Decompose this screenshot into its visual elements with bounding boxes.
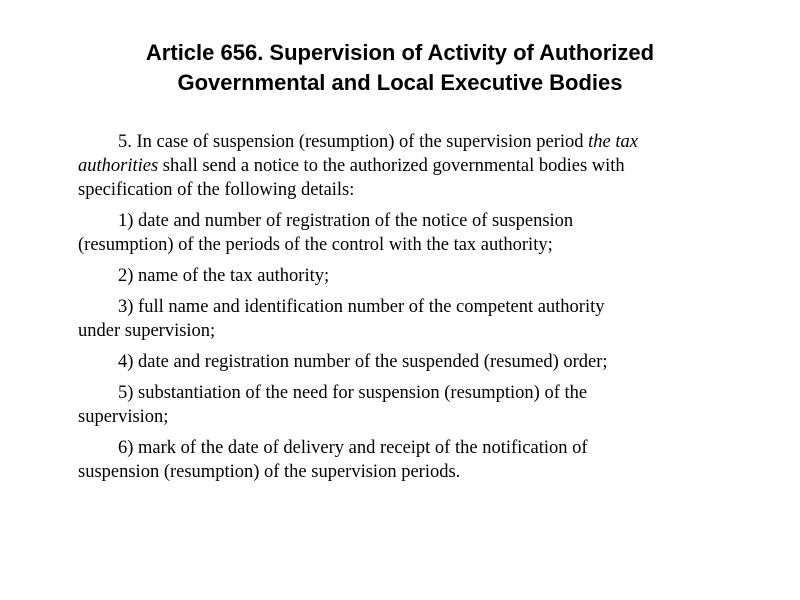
item-5 <box>78 381 750 429</box>
item-4 <box>78 350 750 374</box>
paragraph-line: 4) date and registration number of the suspended (resumed) order; <box>118 352 608 372</box>
title-line-1: Article 656. Supervision of Activity of Authorized <box>145 40 655 65</box>
paragraph-line: 2) name of the tax authority; <box>118 266 330 286</box>
paragraph-line: 5) substantiation of the need for suspension (resumption) of the <box>118 383 588 403</box>
italic-run: the tax <box>588 132 638 152</box>
text-run: shall send a notice to the authorized governmental bodies with <box>158 156 625 176</box>
page-title <box>40 38 760 98</box>
item-6 <box>78 436 750 484</box>
italic-run: authorities <box>78 156 159 176</box>
paragraph-line: specification of the following details: <box>78 180 355 200</box>
paragraph-line: 1) date and number of registration of the notice of suspension <box>118 211 574 231</box>
article-body <box>78 130 750 491</box>
paragraph-line: (resumption) of the periods of the control with the tax authority; <box>78 235 553 255</box>
paragraph-line: suspension (resumption) of the supervision periods. <box>78 462 461 482</box>
paragraph-line: supervision; <box>78 407 169 427</box>
paragraph-line <box>78 154 750 178</box>
item-3 <box>78 295 750 343</box>
paragraph-line: 3) full name and identification number of the competent authority <box>118 297 605 317</box>
paragraph-5 <box>78 130 750 202</box>
item-1 <box>78 209 750 257</box>
item-2 <box>78 264 750 288</box>
title-line-2: Governmental and Local Executive Bodies <box>177 70 623 95</box>
text-run: 5. In case of suspension (resumption) of the supervision period <box>118 132 589 152</box>
paragraph-line <box>78 130 750 154</box>
paragraph-line: under supervision; <box>78 321 216 341</box>
paragraph-line: 6) mark of the date of delivery and receipt of the notification of <box>118 438 588 458</box>
